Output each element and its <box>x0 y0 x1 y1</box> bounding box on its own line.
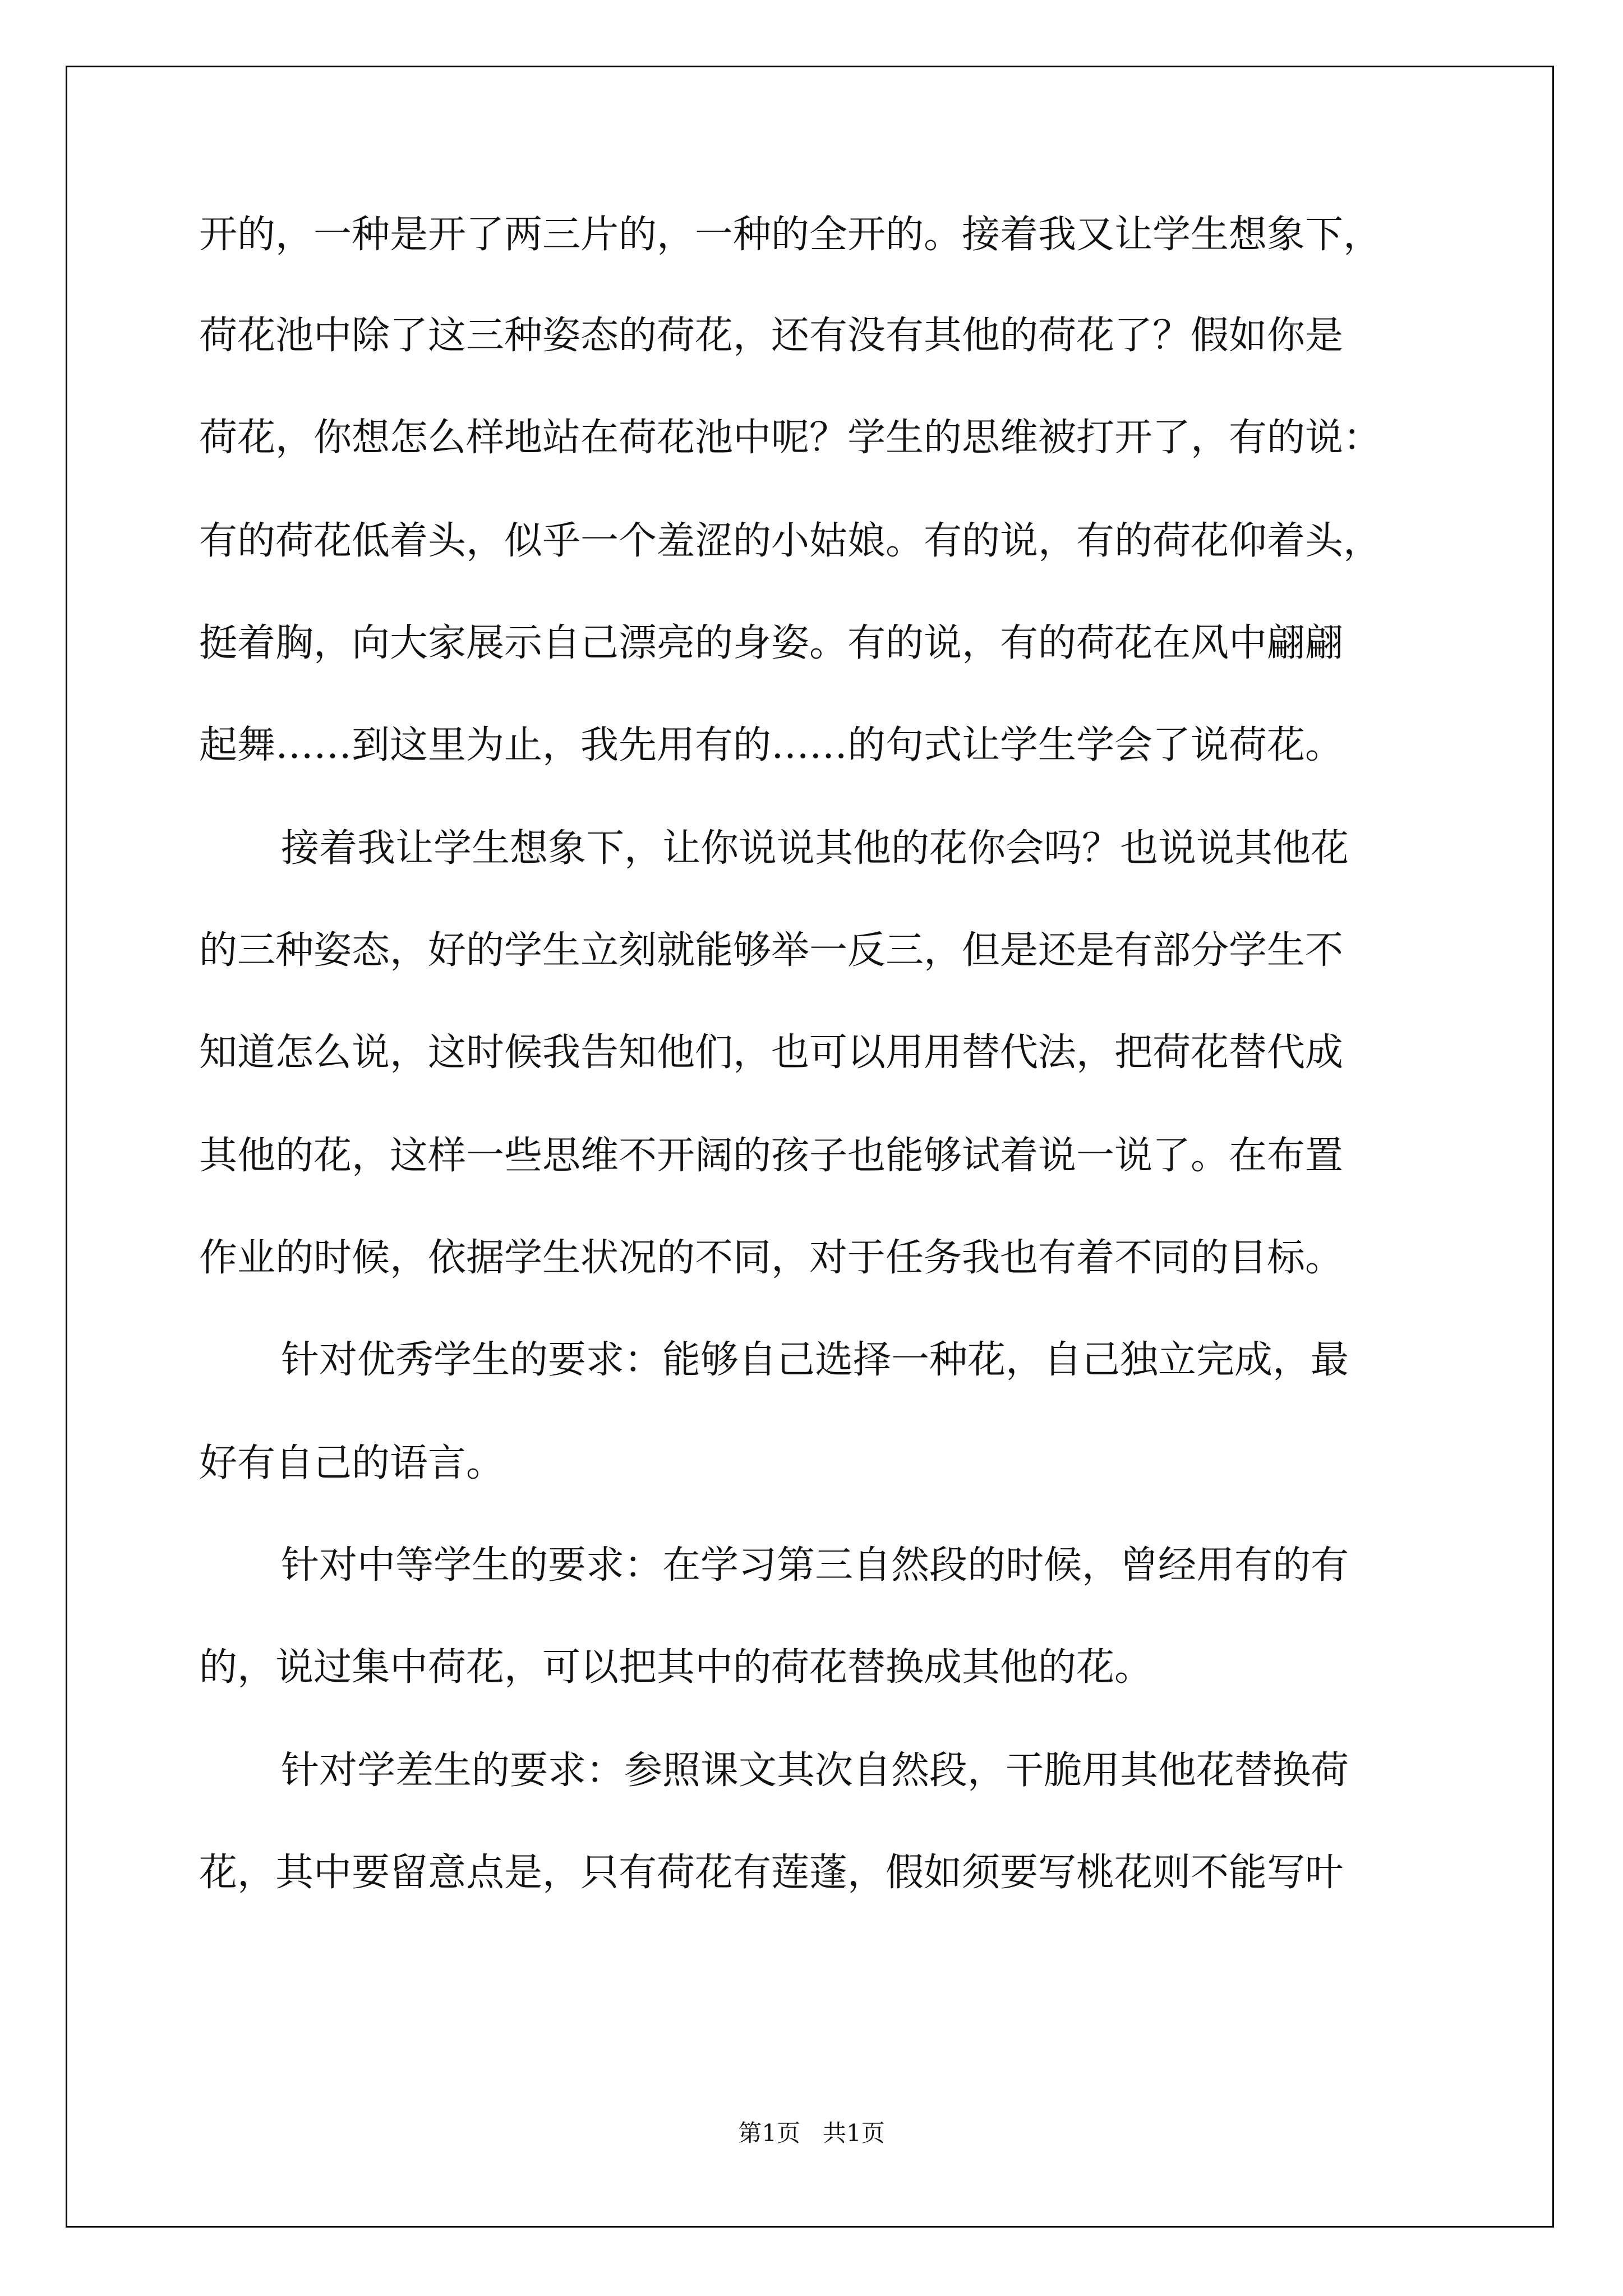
text-line: 有的荷花低着头，似乎一个羞涩的小姑娘。有的说，有的荷花仰着头， <box>199 519 1382 563</box>
text-line: 好有自己的语言。 <box>199 1441 505 1485</box>
text-line: 作业的时候，依据学生状况的不同，对于任务我也有着不同的目标。 <box>199 1236 1344 1280</box>
paragraph-start-line: 针对中等学生的要求：在学习第三自然段的时候，曾经用有的有 <box>281 1543 1349 1588</box>
text-line: 的，说过集中荷花，可以把其中的荷花替换成其他的花。 <box>199 1645 1153 1690</box>
text-line: 起舞……到这里为止，我先用有的……的句式让学生学会了说荷花。 <box>199 723 1344 767</box>
text-line: 荷花池中除了这三种姿态的荷花，还有没有其他的荷花了？假如你是 <box>199 314 1344 358</box>
text-line: 荷花，你想怎么样地站在荷花池中呢？学生的思维被打开了，有的说： <box>199 416 1382 460</box>
page-number-footer: 第1页 共1页 <box>738 2119 885 2147</box>
text-line: 开的，一种是开了两三片的，一种的全开的。接着我又让学生想象下， <box>199 213 1382 257</box>
text-line: 知道怎么说，这时候我告知他们，也可以用用替代法，把荷花替代成 <box>199 1030 1344 1075</box>
text-line: 其他的花，这样一些思维不开阔的孩子也能够试着说一说了。在布置 <box>199 1134 1344 1178</box>
paragraph-start-line: 针对优秀学生的要求：能够自己选择一种花，自己独立完成，最 <box>281 1338 1349 1382</box>
text-line: 的三种姿态，好的学生立刻就能够举一反三，但是还是有部分学生不 <box>199 928 1344 973</box>
text-line: 花，其中要留意点是，只有荷花有莲蓬，假如须要写桃花则不能写叶 <box>199 1851 1344 1895</box>
text-line: 挺着胸，向大家展示自己漂亮的身姿。有的说，有的荷花在风中翩翩 <box>199 621 1344 665</box>
paragraph-start-line: 接着我让学生想象下，让你说说其他的花你会吗？也说说其他花 <box>281 826 1349 871</box>
paragraph-start-line: 针对学差生的要求：参照课文其次自然段，干脆用其他花替换荷 <box>281 1749 1349 1793</box>
